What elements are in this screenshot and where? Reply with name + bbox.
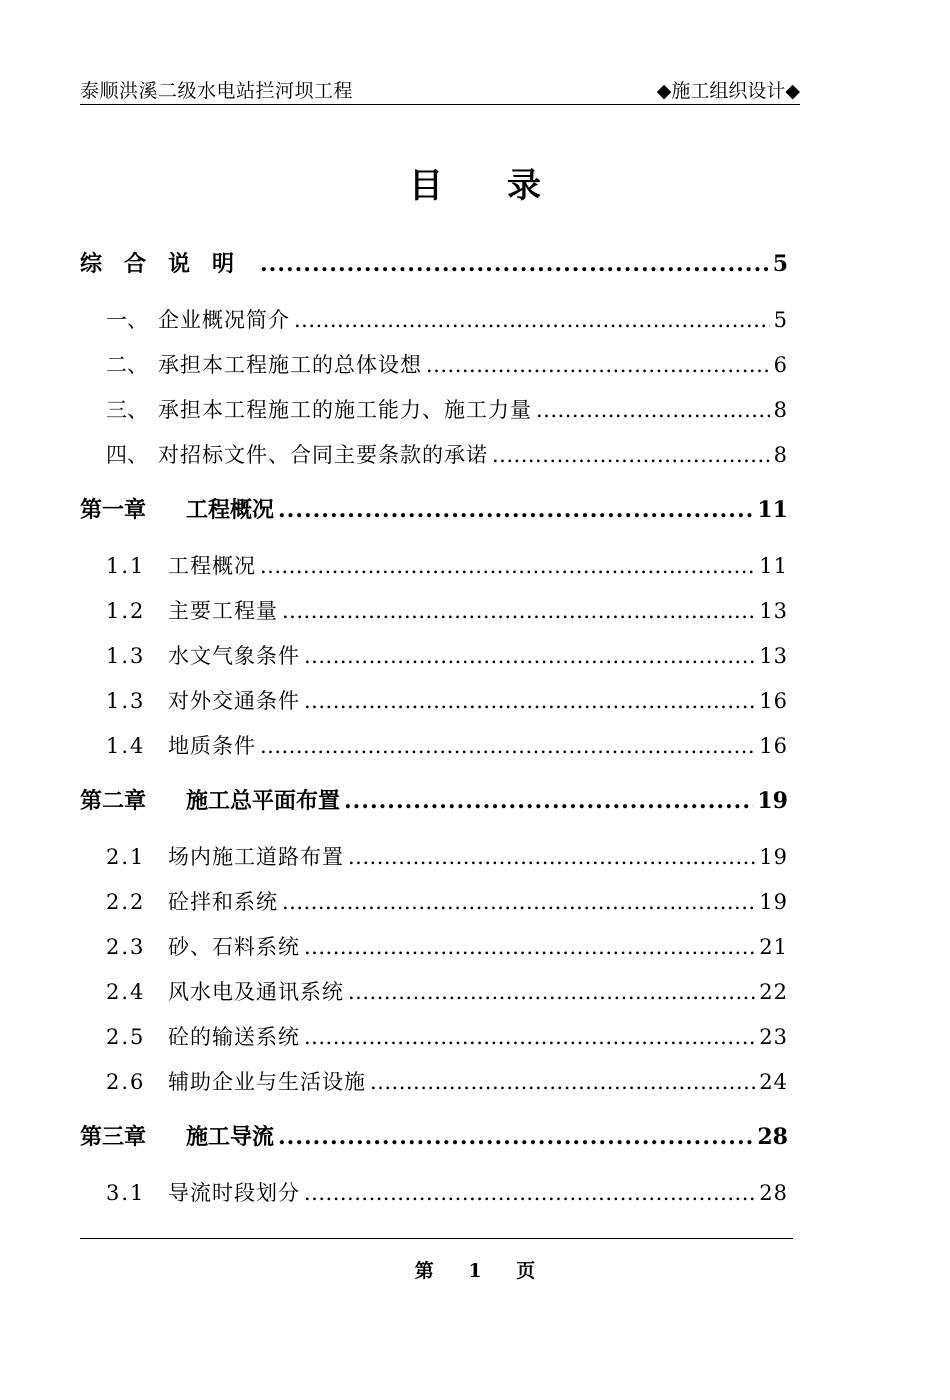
toc-dot-leader xyxy=(260,724,755,769)
toc-title: 目录 xyxy=(409,166,605,206)
page-footer xyxy=(0,1256,950,1283)
toc-entry-title: 承担本工程施工的施工能力、施工力量 xyxy=(158,398,532,422)
toc-entry-page: 22 xyxy=(759,980,788,1004)
toc-section-entry[interactable] xyxy=(80,1060,788,1105)
toc-entry-title: 对招标文件、合同主要条款的承诺 xyxy=(158,443,488,467)
toc-section-entry[interactable] xyxy=(80,433,788,478)
toc-entry-number: 1.2 xyxy=(106,599,146,623)
toc-entry-title: 砼的输送系统 xyxy=(168,1025,300,1049)
toc-dot-leader xyxy=(260,544,755,589)
toc-entry-number: 2.5 xyxy=(106,1025,146,1049)
toc-entry-number: 1.4 xyxy=(106,734,146,758)
toc-dot-leader xyxy=(492,433,770,478)
toc-dot-leader xyxy=(304,1015,755,1060)
toc-entry-title: 工程概况 xyxy=(186,497,275,523)
toc-chapter-entry[interactable] xyxy=(80,779,788,835)
toc-entry-page: 6 xyxy=(773,353,788,377)
toc-dot-leader xyxy=(370,1060,755,1105)
toc-section-entry[interactable] xyxy=(80,970,788,1015)
toc-section-entry[interactable] xyxy=(80,589,788,634)
toc-entry-page: 16 xyxy=(759,734,788,758)
toc-entry-number: 第三章 xyxy=(80,1124,147,1150)
toc-section-entry[interactable] xyxy=(80,298,788,343)
table-of-contents xyxy=(80,242,788,1216)
toc-chapter-entry[interactable] xyxy=(80,1115,788,1171)
header-divider xyxy=(80,104,800,105)
toc-entry-page: 28 xyxy=(757,1124,788,1150)
toc-entry-page: 16 xyxy=(759,689,788,713)
toc-entry-page: 24 xyxy=(759,1070,788,1094)
toc-entry-page: 8 xyxy=(773,398,788,422)
toc-entry-page: 21 xyxy=(759,935,788,959)
toc-entry-number: 2.6 xyxy=(106,1070,146,1094)
toc-section-entry[interactable] xyxy=(80,1015,788,1060)
toc-entry-title: 砂、石料系统 xyxy=(168,935,300,959)
toc-entry-title: 承担本工程施工的总体设想 xyxy=(158,353,422,377)
header-project-name: 泰顺洪溪二级水电站拦河坝工程 xyxy=(80,80,354,102)
toc-entry-page: 19 xyxy=(759,845,788,869)
toc-entry-page: 13 xyxy=(759,599,788,623)
toc-chapter-entry[interactable] xyxy=(80,242,788,298)
toc-chapter-entry[interactable] xyxy=(80,488,788,544)
toc-entry-number: 1.1 xyxy=(106,554,146,578)
toc-dot-leader xyxy=(278,1115,753,1159)
toc-section-entry[interactable] xyxy=(80,1171,788,1216)
toc-entry-title: 主要工程量 xyxy=(168,599,278,623)
toc-dot-leader xyxy=(278,488,753,532)
toc-dot-leader xyxy=(282,589,755,634)
toc-entry-number: 2.1 xyxy=(106,845,146,869)
toc-entry-page: 19 xyxy=(759,890,788,914)
toc-dot-leader xyxy=(348,835,755,880)
toc-entry-page: 23 xyxy=(759,1025,788,1049)
toc-section-entry[interactable] xyxy=(80,835,788,880)
toc-entry-number: 2.2 xyxy=(106,890,146,914)
toc-entry-number: 2.3 xyxy=(106,935,146,959)
toc-entry-title: 水文气象条件 xyxy=(168,644,300,668)
footer-suffix: 页 xyxy=(516,1260,536,1282)
toc-entry-title: 砼拌和系统 xyxy=(168,890,278,914)
toc-entry-number: 3.1 xyxy=(106,1181,146,1205)
toc-entry-title: 综合说明 xyxy=(80,251,257,277)
toc-section-entry[interactable] xyxy=(80,724,788,769)
toc-entry-number: 1.3 xyxy=(106,644,146,668)
toc-section-entry[interactable] xyxy=(80,880,788,925)
toc-section-entry[interactable] xyxy=(80,343,788,388)
toc-dot-leader xyxy=(304,679,755,724)
toc-dot-leader xyxy=(304,634,755,679)
header-document-type: ◆施工组织设计◆ xyxy=(656,80,800,102)
toc-dot-leader xyxy=(304,925,755,970)
toc-entry-page: 19 xyxy=(757,788,788,814)
toc-entry-title: 施工导流 xyxy=(186,1124,275,1150)
toc-dot-leader xyxy=(426,343,770,388)
toc-entry-number: 第二章 xyxy=(80,788,147,814)
toc-dot-leader xyxy=(294,298,770,343)
toc-entry-title: 导流时段划分 xyxy=(168,1181,300,1205)
toc-section-entry[interactable] xyxy=(80,679,788,724)
toc-dot-leader xyxy=(304,1171,755,1216)
toc-section-entry[interactable] xyxy=(80,925,788,970)
toc-entry-title: 工程概况 xyxy=(168,554,256,578)
toc-entry-number: 2.4 xyxy=(106,980,146,1004)
toc-entry-title: 地质条件 xyxy=(168,734,256,758)
toc-entry-number: 三、 xyxy=(106,398,148,422)
toc-entry-page: 8 xyxy=(773,443,788,467)
toc-entry-number: 第一章 xyxy=(80,497,147,523)
toc-entry-number: 1.3 xyxy=(106,689,146,713)
toc-entry-title: 对外交通条件 xyxy=(168,689,300,713)
toc-entry-title: 企业概况简介 xyxy=(158,308,290,332)
toc-entry-page: 11 xyxy=(759,554,788,578)
toc-entry-page: 5 xyxy=(772,251,788,277)
toc-entry-page: 11 xyxy=(757,497,788,523)
toc-entry-page: 28 xyxy=(759,1181,788,1205)
toc-entry-title: 场内施工道路布置 xyxy=(168,845,344,869)
toc-entry-number: 四、 xyxy=(106,443,148,467)
toc-entry-page: 5 xyxy=(773,308,788,332)
toc-dot-leader xyxy=(344,779,753,823)
toc-entry-number: 二、 xyxy=(106,353,148,377)
toc-dot-leader xyxy=(536,388,770,433)
footer-prefix: 第 xyxy=(414,1260,434,1282)
toc-entry-number: 一、 xyxy=(106,308,148,332)
toc-section-entry[interactable] xyxy=(80,388,788,433)
toc-entry-title: 施工总平面布置 xyxy=(186,788,341,814)
toc-dot-leader xyxy=(282,880,755,925)
toc-entry-title: 辅助企业与生活设施 xyxy=(168,1070,366,1094)
footer-page-number: 1 xyxy=(468,1260,482,1282)
page-header xyxy=(80,76,800,104)
toc-dot-leader xyxy=(348,970,755,1015)
toc-entry-title: 风水电及通讯系统 xyxy=(168,980,344,1004)
footer-divider xyxy=(80,1238,793,1239)
toc-dot-leader xyxy=(260,242,769,286)
toc-section-entry[interactable] xyxy=(80,634,788,679)
toc-entry-page: 13 xyxy=(759,644,788,668)
toc-section-entry[interactable] xyxy=(80,544,788,589)
